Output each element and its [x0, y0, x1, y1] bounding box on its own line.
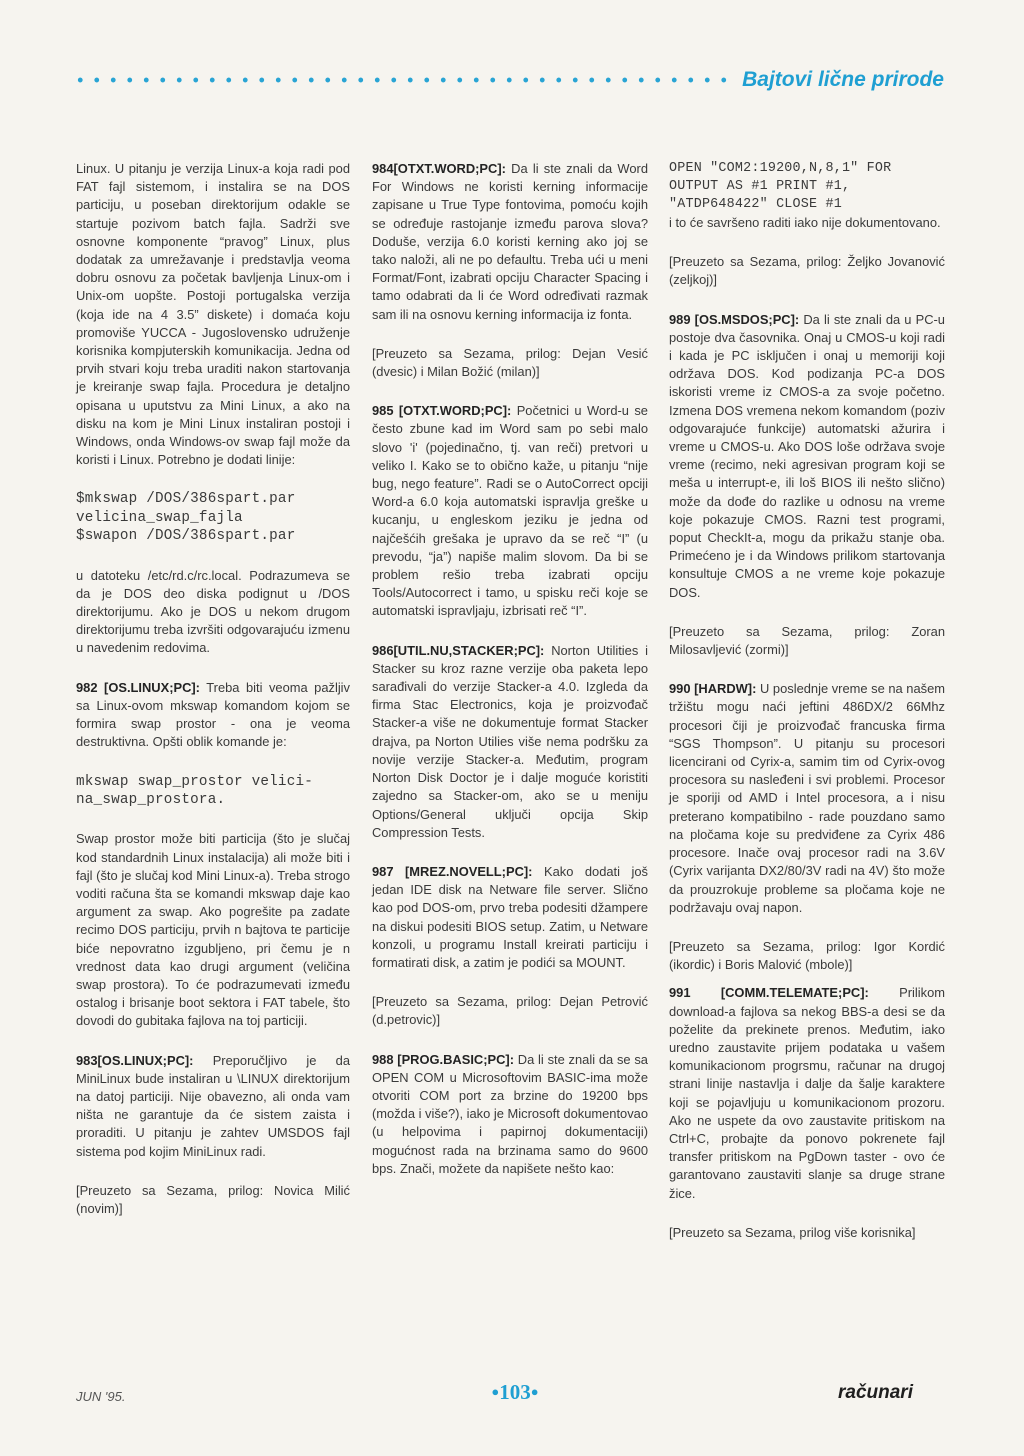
- tip-982: [76, 679, 350, 752]
- tip-983: [76, 1052, 350, 1161]
- tip-987: [372, 863, 648, 972]
- column-1: [76, 160, 350, 1239]
- tip-text: Prilikom download-a fajlova sa nekog BBS-a desi se da poželite da prekinete prenos. Međutim, iako uredno zaustavite prijem podataka u vašem komunikacionom progrsmu, računar na drugoj strani linije nastavlja i dalje da šalje karaktere koji se pojavljuju u komunikacionom prozoru. Ako ne uspete da ovo zaustavite pritiskom na Ctrl+C, probajte da ponovo pokrenete fajl transfer pritiskom na PgDown taster - ovo će garantovano zaustaviti slanje sa druge strane žice.: [669, 985, 945, 1201]
- section-title: Bajtovi lične prirode: [742, 68, 944, 91]
- credit-line: [Preuzeto sa Sezama, prilog: Dejan Petrović (d.petrovic)]: [372, 994, 648, 1028]
- credit-line: [Preuzeto sa Sezama, prilog: Zoran Milosavljević (zormi)]: [669, 623, 945, 658]
- tip-heading: 991 [COMM.TELEMATE;PC]:: [669, 985, 869, 1001]
- dotted-rule: [72, 77, 730, 83]
- credit-line: [Preuzeto sa Sezama, prilog: Novica Milić (novim)]: [76, 1182, 350, 1216]
- article-paragraph: i to će savršeno raditi iako nije dokumentovano.: [669, 215, 941, 230]
- tip-text: Početnici u Word-u se često zbune kad im Word sam po sebi malo slovo 'i' (pojedinačno, tj. van reči) pretvori u veliko I. Kako se to obično kaže, u pitanju “nije bug, nego feature”. Radi se o AutoCorrect opciji Word-a 6.0 koja automatski ispravlja greške u kucanju, u engleskom jeziku je jedna od najčešćih grešaka je upravo da se reč “I” (u prevodu, “ja”) napiše malim slovom. Da bi se problem rešio treba izabrati opciju Tools/Autocorrect i tamo, u spisku reči koje se automatski ispravljaju, izbrisati reč “I”.: [372, 403, 648, 619]
- tip-text: Da li ste znali da u PC-u postoje dva časovnika. Onaj u CMOS-u koji radi i kada je PC isključen i onaj u memoriji koji održava DOS. Kod podizanja PC-a DOS iskoristi vreme iz CMOS-a za svoje početno. Izmena DOS vremena nekom komandom (poziv odgovarajuće funkcije) automatski ažurira i vreme u CMOS-u. Ako DOS loše održava svoje vreme (recimo, neki agresivan program koji se meša u interrupt-e, ili loš BIOS ili nešto slično) može da dođe do razlike u odnosu na vreme koje pokazuje CMOS. Razni test programi, poput CheckIt-a, mogu da prikažu stanje oba. Primećeno je i da Windows prilikom startovanja konsultuje CMOS a ne vreme koje pokazuje DOS.: [669, 311, 945, 600]
- tip-text: Norton Utilities i Stacker su kroz razne verzije oba paketa lepo sarađivali do verzije Stacker-a 4.0. Izgleda da firma Stac Electronics, koja je proizvođač Stacker-a više ne dokumentuje format Stacker drajva, pa Norton Utilies više nema podršku za novije verzije Stacker-a. Međutim, program Norton Disk Doctor je i dalje moguće koristiti zajedno sa Stacker-om, ako se u meniju Options/General uključi opcija Skip Compression Tests.: [372, 642, 648, 840]
- tip-heading: 982 [OS.LINUX;PC]:: [76, 679, 200, 695]
- article-paragraph: Swap prostor može biti particija (što je slučaj kod standardnih Linux instalacija) ali može biti i fajl (što je slučaj kod Mini Linux-a). Treba strogo voditi računa šta se komandi mkswap daje kao argument za swap. Ako pogrešite pa zadate recimo DOS particiju, prvih n bajtova te particije biće nepovratno izgubljeno, pri čemu je n vrednost data kao drugi argument (veličina swap prostora). To će podrazumevati između ostalog i brisanje boot sektora i FAT tabele, što dovodi do gubitaka fajlova na toj particiji.: [76, 831, 350, 1029]
- tip-text: Preporučljivo je da MiniLinux bude instaliran u \LINUX direktorijum na datoj particiji. Nije obavezno, ali onda vam ništa ne garantuje da će sistem zaista i proraditi. U pitanju je zahtev UMSDOS fajl sistema pod kojim MiniLinux radi.: [76, 1052, 350, 1159]
- credit-line: [Preuzeto sa Sezama, prilog: Dejan Vesić (dvesic) i Milan Božić (milan)]: [372, 345, 648, 380]
- magazine-logo: računari: [838, 1382, 913, 1403]
- column-2: [372, 160, 648, 1199]
- credit-line: [Preuzeto sa Sezama, prilog više korisnika]: [669, 1224, 916, 1240]
- tip-988: [372, 1051, 648, 1178]
- issue-date: JUN '95.: [76, 1389, 126, 1404]
- code-block: mkswap swap_prostor velici- na_swap_prostora.: [76, 773, 314, 808]
- page-number-text: 103: [499, 1380, 531, 1404]
- bullet-icon: ●: [530, 1384, 539, 1399]
- credit-line: [Preuzeto sa Sezama, prilog: Željko Jovanović (zeljkoj)]: [669, 254, 945, 288]
- tip-heading: 990 [HARDW]:: [669, 681, 757, 697]
- tip-heading: 988 [PROG.BASIC;PC]:: [372, 1051, 515, 1067]
- tip-heading: 987 [MREZ.NOVELL;PC]:: [372, 863, 533, 879]
- bullet-icon: ●: [491, 1384, 500, 1399]
- tip-991: [669, 984, 945, 1202]
- tip-heading: 984[OTXT.WORD;PC]:: [372, 161, 506, 176]
- tip-985: [372, 402, 648, 620]
- tip-989: [669, 311, 945, 602]
- credit-line: [Preuzeto sa Sezama, prilog: Igor Kordić (ikordic) i Boris Malović (mbole)]: [669, 938, 945, 973]
- tip-heading: 983[OS.LINUX;PC]:: [76, 1052, 194, 1068]
- article-paragraph: u datoteku /etc/rd.c/rc.local. Podrazumeva se da je DOS deo diska podignut u /DOS direktorijumu. Ako je DOS u nekom drugom direktorijumu treba izvršiti odgovarajuću izmenu u navedenim redovima.: [76, 567, 350, 656]
- tip-text: Kako dodati još jedan IDE disk na Netware file server. Slično kao pod DOS-om, prvo treba podesiti džampere na diskui podesiti BIOS setup. Zatim, u Netware konzoli, u programu Install kreirati particiju i formatirati disk, a zatim je podići sa MOUNT.: [372, 863, 648, 970]
- tip-heading: 985 [OTXT.WORD;PC]:: [372, 403, 512, 419]
- article-paragraph: Linux. U pitanju je verzija Linux-a koja radi pod FAT fajl sistemom, i instalira se na DOS particiju, u poseban direktorijum odakle se startuje pozivom batch fajla. Sadrži sve osnovne komponente “pravog” Linux, plus dodatak za umrežavanje i predstavlja veoma dobru osnovu za početak bavljenja Linux-om i Unix-om uopšte. Postoji portugalska verzija (koja ide na 4 3.5” diskete) i domaća koju promoviše YUCCA - Jugoslovensko udruženje korisnika kompjuterskih komunikacija. Jedna od prvih stvari koju treba uraditi nakon startovanja je kreiranje swap fajla. Procedura je detaljno opisana u uputstvu za Mini Linux, a ako na disku na kom je Mini Linux instaliran postoji i Windows, onda Windows-ov swap fajl može da koristi i Linux. Potrebno je dodati linije:: [76, 161, 350, 468]
- tip-heading: 989 [OS.MSDOS;PC]:: [669, 311, 800, 327]
- code-block: OPEN "COM2:19200,N,8,1" FOR OUTPUT AS #1 PRINT #1, "ATDP648422" CLOSE #1: [669, 161, 892, 212]
- tip-986: [372, 642, 648, 842]
- tip-990: [669, 680, 945, 917]
- section-header: [72, 62, 944, 98]
- tip-984: [372, 160, 648, 324]
- tip-text: Da li ste znali da se sa OPEN COM u Microsoftovim BASIC-ima može otvoriti COM port za brzine do 19200 bps (možda i više?), iako je Microsoft dokumentovao (u helpovima i papirnoj dokumentaciji) mogućnost rada na brzinama samo do 9600 bps. Znači, možete da napišete nešto kao:: [372, 1051, 648, 1176]
- tip-text: U poslednje vreme se na našem tržištu mogu naći jeftini 486DX/2 66Mhz procesori čiji je proizvođač francuska firma “SGS Thompson”. U pitanju su procesori licencirani od Cyrix-a, samim tim od Cyrix-ovog procesora su nasleđeni i svi problemi. Procesor je sporiji od AMD i Intel procesora, a i nisu preterano kompatibilno - rade pouzdano samo na pločama koje su predviđene za Cyrix 486 procesore. Inače ovaj procesor radi na 3.6V (Cyrix varijanta DX2/80/3V radi na 4V) što može da prouzrokuje probleme sa pločama koje ne podržavaju ovaj napon.: [669, 681, 945, 915]
- tip-text: Treba biti veoma pažljiv sa Linux-ovom mkswap komandom kojom se formira swap prostor - ona je veoma destruktivna. Opšti oblik komande je:: [76, 679, 350, 750]
- tip-heading: 986[UTIL.NU,STACKER;PC]:: [372, 642, 545, 658]
- tip-text: Da li ste znali da Word For Windows ne koristi kerning informacije zapisane u True Type fontovima, pomoću kojih se određuje rastojanje između parova slova? Doduše, verzija 6.0 koristi kerning ako joj se tako naloži, ali ne po defaultu. Treba ući u meni Format/Font, izabrati opciju Character Spacing i tamo odabrati da li će Word određivati razmak sam ili na osnovu kerning informacija iz fonta.: [372, 161, 648, 322]
- code-block: $mkswap /DOS/386spart.par velicina_swap_fajla $swapon /DOS/386spart.par: [76, 491, 296, 545]
- column-3: [669, 160, 945, 1263]
- page-number: [470, 1380, 560, 1405]
